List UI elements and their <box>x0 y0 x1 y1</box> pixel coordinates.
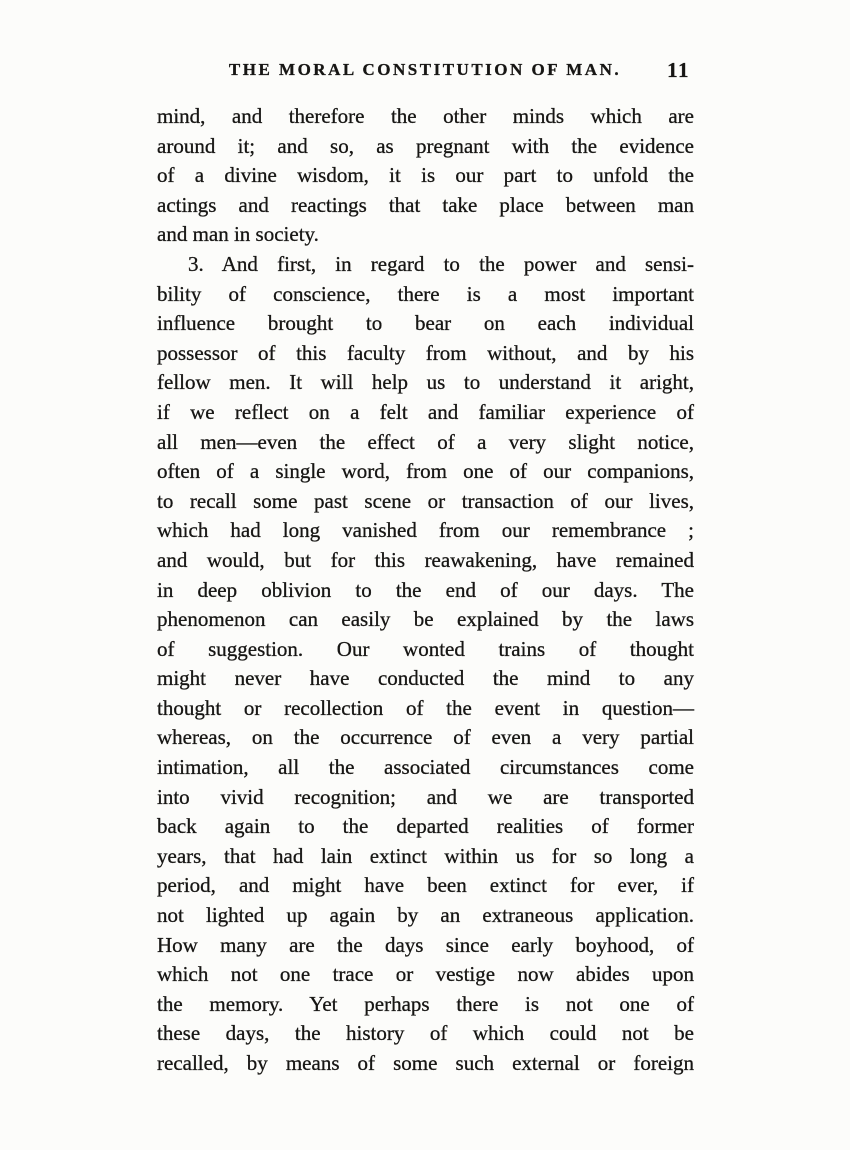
text-line: which not one trace or vestige now abides upon <box>157 962 694 987</box>
text-line: whereas, on the occurrence of even a very partial <box>157 725 694 750</box>
text-line: possessor of this faculty from without, and by his <box>157 340 694 365</box>
text-line: intimation, all the associated circumstances come <box>157 755 694 780</box>
text-line: in deep oblivion to the end of our days. The <box>157 577 694 602</box>
text-line: not lighted up again by an extraneous application. <box>157 903 694 928</box>
text-line: back again to the departed realities of former <box>157 814 694 839</box>
text-line: fellow men. It will help us to understand it aright, <box>157 370 694 395</box>
text-line: and would, but for this reawakening, have remained <box>157 547 694 572</box>
text-line: mind, and therefore the other minds which are <box>157 104 694 128</box>
text-line: often of a single word, from one of our companions, <box>157 459 694 484</box>
text-line: to recall some past scene or transaction of our lives, <box>157 488 694 513</box>
text-line: around it; and so, as pregnant with the evidence <box>157 133 694 158</box>
text-line: if we reflect on a felt and familiar experience of <box>157 399 694 424</box>
text-line: might never have conducted the mind to any <box>157 666 694 691</box>
text-line: the memory. Yet perhaps there is not one of <box>157 991 694 1016</box>
text-line: years, that had lain extinct within us for so long a <box>157 843 694 868</box>
text-line: period, and might have been extinct for ever, if <box>157 873 694 898</box>
text-line: which had long vanished from our remembrance ; <box>157 518 694 543</box>
text-line: thought or recollection of the event in question— <box>157 695 694 720</box>
page-number: 11 <box>667 58 690 82</box>
text-line: phenomenon can easily be explained by the laws <box>157 607 694 632</box>
text-line: How many are the days since early boyhood, of <box>157 932 694 957</box>
text-line: into vivid recognition; and we are transported <box>157 784 694 809</box>
text-line: bility of conscience, there is a most important <box>157 281 694 306</box>
text-line: influence brought to bear on each individual <box>157 311 694 336</box>
text-line: of suggestion. Our wonted trains of thought <box>157 636 694 661</box>
text-line: and man in society. <box>157 222 319 247</box>
text-line: of a divine wisdom, it is our part to unfold the <box>157 163 694 188</box>
text-line: all men—even the effect of a very slight notice, <box>157 429 694 454</box>
body-text <box>157 102 694 1079</box>
running-header <box>0 58 850 88</box>
running-title: THE MORAL CONSTITUTION OF MAN. <box>228 60 622 79</box>
text-line: actings and reactings that take place between man <box>157 192 694 217</box>
text-line: these days, the history of which could not be <box>157 1021 694 1046</box>
text-line: 3. And first, in regard to the power and sensi- <box>188 251 694 276</box>
text-line: recalled, by means of some such external or foreign <box>157 1051 694 1075</box>
